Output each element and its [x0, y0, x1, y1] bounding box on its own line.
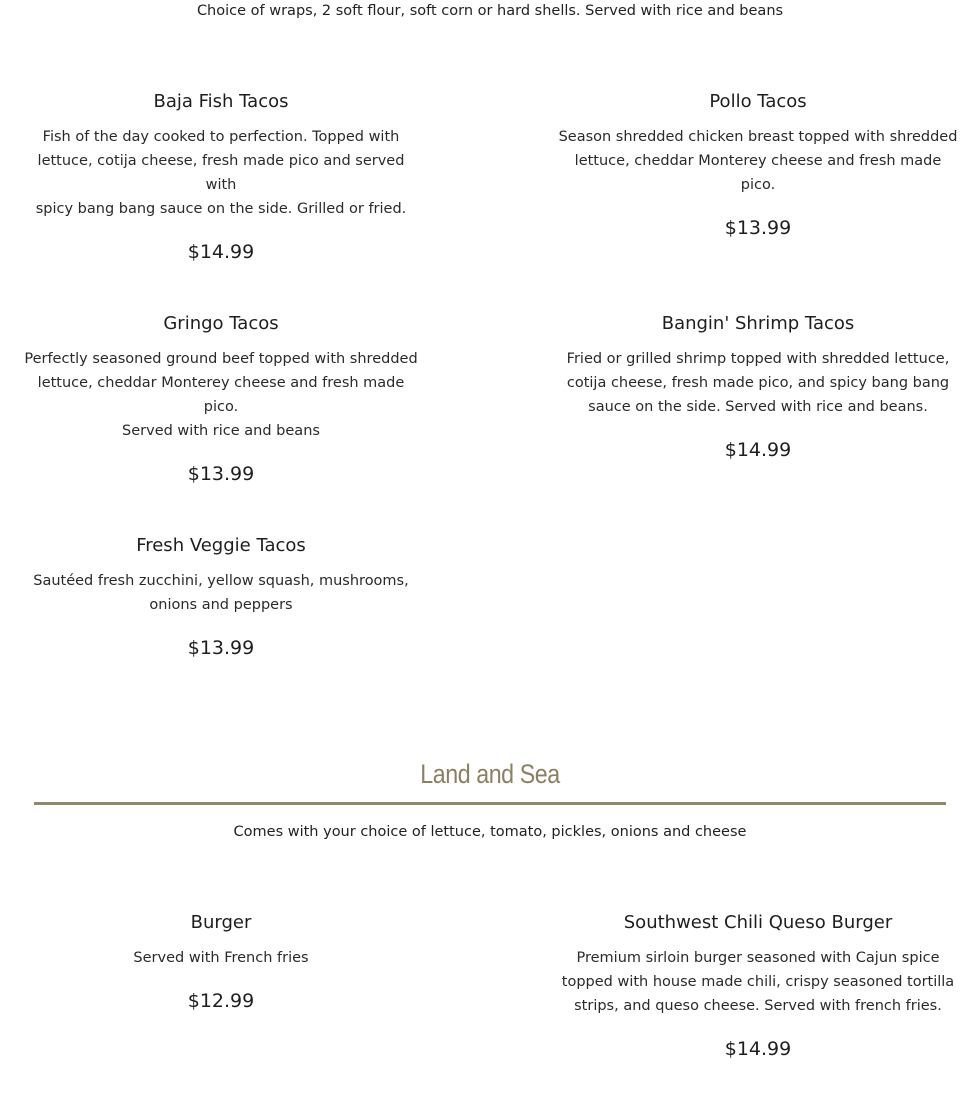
menu-item-description	[558, 946, 958, 1018]
section-divider	[34, 802, 946, 805]
menu-item-gringo-tacos	[21, 312, 421, 486]
description-line: onions and peppers	[149, 597, 293, 613]
menu-item-pollo-tacos	[558, 90, 958, 240]
menu-item-southwest-chili-queso-burger	[558, 911, 958, 1061]
menu-item-bangin-shrimp-tacos	[558, 312, 958, 462]
menu-item-description	[558, 347, 958, 419]
description-line: lettuce, cotija cheese, fresh made pico and served with	[37, 153, 405, 193]
menu-item-price: $14.99	[724, 1038, 792, 1060]
description-line: Served with French fries	[133, 950, 309, 966]
description-line: Served with rice and beans	[122, 423, 320, 439]
description-line: Fried or grilled shrimp topped with shredded lettuce,	[566, 351, 950, 367]
land-and-sea-section-description: Comes with your choice of lettuce, tomato, pickles, onions and cheese	[233, 824, 747, 840]
description-line: topped with house made chili, crispy seasoned tortilla	[561, 974, 955, 990]
menu-item-name: Fresh Veggie Tacos	[136, 535, 306, 556]
description-line: sauce on the side. Served with rice and beans.	[588, 399, 928, 415]
menu-item-fresh-veggie-tacos	[21, 534, 421, 660]
menu-item-price: $14.99	[724, 439, 792, 461]
description-line: lettuce, cheddar Monterey cheese and fresh made pico.	[37, 375, 405, 415]
menu-item-price: $13.99	[187, 637, 255, 659]
menu-item-name: Gringo Tacos	[163, 313, 279, 334]
menu-item-burger	[21, 911, 421, 1013]
description-line: cotija cheese, fresh made pico, and spicy bang bang	[566, 375, 950, 391]
menu-item-price: $13.99	[187, 463, 255, 485]
menu-item-description	[21, 569, 421, 617]
menu-item-description	[21, 125, 421, 221]
menu-item-price: $14.99	[187, 241, 255, 263]
description-line: Sautéed fresh zucchini, yellow squash, mushrooms,	[33, 573, 409, 589]
description-line: Premium sirloin burger seasoned with Cajun spice	[576, 950, 940, 966]
menu-item-name: Baja Fish Tacos	[153, 91, 289, 112]
menu-item-name: Southwest Chili Queso Burger	[623, 912, 893, 933]
menu-item-description	[21, 946, 421, 970]
menu-item-name: Burger	[190, 912, 252, 933]
menu-item-price: $12.99	[187, 990, 255, 1012]
description-line: Season shredded chicken breast topped with shredded	[558, 129, 958, 145]
tacos-section-description: Choice of wraps, 2 soft flour, soft corn or hard shells. Served with rice and beans	[196, 3, 784, 19]
section-title-land-and-sea: Land and Sea	[420, 759, 560, 789]
menu-item-name: Pollo Tacos	[709, 91, 807, 112]
description-line: strips, and queso cheese. Served with french fries.	[574, 998, 942, 1014]
menu-item-baja-fish-tacos	[21, 90, 421, 264]
description-line: Perfectly seasoned ground beef topped with shredded	[24, 351, 418, 367]
menu-item-description	[21, 347, 421, 443]
description-line: Fish of the day cooked to perfection. Topped with	[42, 129, 400, 145]
menu-item-price: $13.99	[724, 217, 792, 239]
description-line: lettuce, cheddar Monterey cheese and fresh made pico.	[574, 153, 942, 193]
menu-item-description	[558, 125, 958, 197]
description-line: spicy bang bang sauce on the side. Grilled or fried.	[35, 201, 407, 217]
menu-item-name: Bangin' Shrimp Tacos	[661, 313, 855, 334]
